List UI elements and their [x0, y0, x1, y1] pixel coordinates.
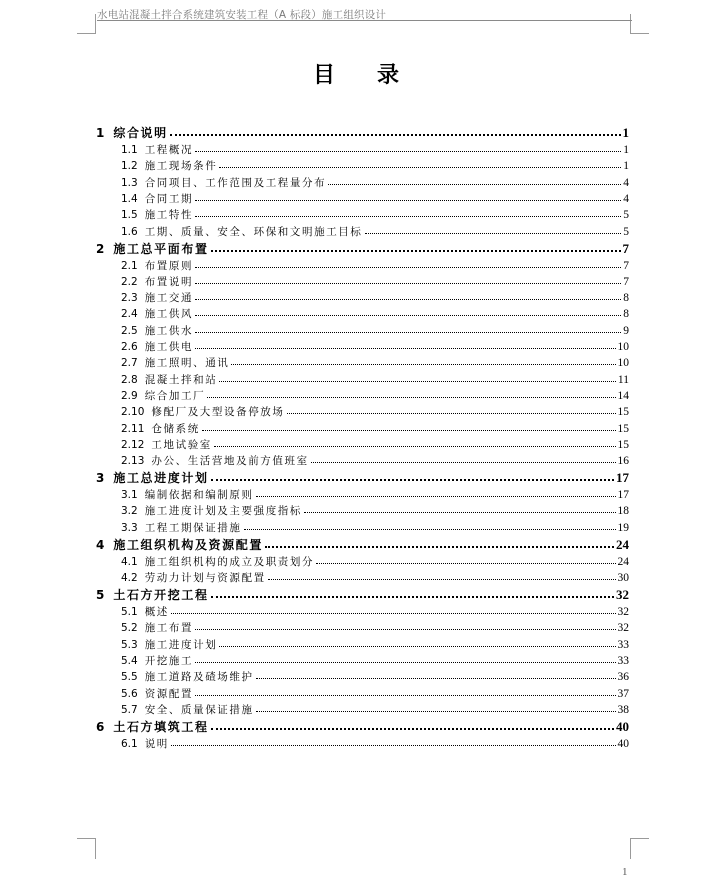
toc-entry-label: 合同项目、工作范围及工程量分布: [144, 176, 327, 189]
toc-entry-page: 32: [617, 622, 629, 635]
toc-entry-number: 5: [96, 588, 105, 602]
toc-entry-page: 15: [617, 422, 629, 435]
toc-leader-dots: [195, 200, 621, 201]
toc-leader-dots: [195, 283, 621, 284]
toc-section-entry[interactable]: [121, 372, 629, 387]
toc-section-entry[interactable]: [121, 503, 629, 518]
toc-section-entry[interactable]: [121, 207, 629, 222]
toc-entry-number: 1: [96, 126, 105, 140]
toc-leader-dots: [316, 563, 615, 564]
toc-section-entry[interactable]: [121, 653, 629, 668]
toc-leader-dots: [244, 529, 616, 530]
toc-leader-dots: [256, 711, 616, 712]
toc-section-entry[interactable]: [121, 175, 629, 190]
toc-leader-dots: [211, 250, 621, 252]
toc-leader-dots: [214, 446, 616, 447]
toc-entry-page: 17: [616, 470, 629, 486]
toc-leader-dots: [328, 184, 621, 185]
toc-entry-page: 7: [623, 275, 629, 288]
toc-leader-dots: [219, 381, 616, 382]
toc-entry-page: 5: [623, 209, 629, 222]
toc-entry-page: 1: [622, 125, 629, 140]
toc-entry-page: 19: [617, 521, 629, 534]
toc-section-entry[interactable]: [121, 323, 629, 338]
toc-entry-number: 3.1: [121, 489, 138, 502]
toc-section-entry[interactable]: [121, 274, 629, 289]
toc-entry-page: 9: [623, 324, 629, 337]
toc-chapter-entry[interactable]: [96, 469, 629, 486]
toc-entry-label: 施工道路及碴场维护: [144, 671, 254, 684]
toc-leader-dots: [265, 546, 614, 548]
toc-section-entry[interactable]: [121, 637, 629, 652]
toc-leader-dots: [268, 579, 616, 580]
toc-entry-label: 施工交通: [144, 292, 194, 305]
toc-entry-number: 1.1: [121, 144, 138, 156]
toc-entry-page: 32: [617, 606, 629, 618]
toc-entry-number: 4.2: [121, 572, 138, 584]
running-header: 水电站混凝土拌合系统建筑安装工程（A 标段）施工组织设计: [97, 9, 387, 21]
toc-section-entry[interactable]: [121, 142, 629, 157]
toc-section-entry[interactable]: [121, 520, 629, 535]
toc-leader-dots: [170, 134, 621, 136]
toc-section-entry[interactable]: [121, 487, 629, 502]
toc-chapter-entry[interactable]: [96, 124, 629, 141]
toc-entry-number: 5.7: [121, 703, 138, 716]
toc-entry-number: 2.7: [121, 357, 138, 370]
toc-entry-number: 2.1: [121, 259, 138, 272]
toc-entry-label: 施工总平面布置: [113, 241, 209, 256]
toc-entry-number: 2.8: [121, 373, 138, 386]
toc-entry-label: 施工供电: [144, 341, 194, 353]
toc-entry-number: 5.4: [121, 654, 138, 667]
toc-entry-label: 施工进度计划及主要强度指标: [144, 505, 303, 518]
toc-section-entry[interactable]: [121, 570, 629, 585]
toc-entry-label: 综合加工厂: [144, 389, 206, 402]
toc-chapter-entry[interactable]: [96, 718, 629, 735]
toc-entry-number: 2.5: [121, 324, 138, 337]
toc-entry-number: 5.5: [121, 671, 138, 684]
crop-mark-top-left: [77, 14, 96, 34]
toc-entry-number: 4: [96, 537, 105, 552]
toc-entry-number: 6.1: [121, 737, 138, 750]
toc-section-entry[interactable]: [121, 554, 629, 569]
toc-title: 目录: [312, 62, 441, 88]
toc-entry-page: 1: [623, 144, 629, 156]
toc-leader-dots: [287, 413, 616, 414]
toc-entry-page: 7: [622, 240, 629, 256]
header-rule: [97, 20, 632, 21]
toc-entry-label: 工地试验室: [151, 438, 212, 451]
toc-entry-number: 5.1: [121, 606, 138, 618]
toc-entry-page: 36: [617, 671, 629, 684]
toc-entry-label: 布置原则: [144, 259, 194, 272]
toc-entry-number: 2.12: [121, 438, 145, 451]
toc-leader-dots: [207, 397, 615, 398]
toc-entry-page: 15: [617, 406, 629, 419]
toc-entry-page: 40: [617, 737, 629, 750]
toc-entry-label: 施工供水: [144, 324, 194, 337]
toc-section-entry[interactable]: [121, 388, 629, 403]
toc-section-entry[interactable]: [121, 736, 629, 751]
toc-entry-number: 2.10: [121, 406, 145, 419]
toc-leader-dots: [211, 596, 614, 598]
toc-entry-page: 14: [617, 389, 629, 402]
toc-section-entry[interactable]: [121, 404, 629, 419]
toc-entry-number: 2: [96, 241, 105, 256]
toc-leader-dots: [195, 629, 615, 630]
toc-leader-dots: [211, 728, 614, 730]
toc-section-entry[interactable]: [121, 604, 629, 619]
toc-section-entry[interactable]: [121, 224, 629, 239]
toc-leader-dots: [195, 315, 621, 316]
toc-entry-label: 施工总进度计划: [113, 471, 209, 486]
toc-entry-label: 开挖施工: [144, 654, 194, 667]
toc-section-entry[interactable]: [121, 421, 629, 436]
toc-entry-label: 综合说明: [113, 126, 168, 140]
toc-entry-label: 施工现场条件: [144, 160, 218, 173]
toc-leader-dots: [202, 430, 616, 431]
crop-mark-bottom-left: [77, 838, 96, 859]
toc-entry-page: 10: [617, 357, 629, 370]
toc-leader-dots: [365, 233, 622, 234]
toc-entry-page: 8: [623, 292, 629, 305]
toc-entry-label: 劳动力计划与资源配置: [144, 572, 266, 584]
toc-leader-dots: [231, 364, 615, 365]
page-number: 1: [622, 866, 628, 878]
toc-entry-number: 1.4: [121, 192, 138, 205]
toc-entry-number: 1.5: [121, 209, 138, 222]
toc-entry-page: 24: [616, 536, 629, 552]
toc-entry-page: 17: [617, 489, 629, 502]
toc-entry-label: 施工照明、通讯: [144, 357, 230, 370]
toc-leader-dots: [311, 462, 616, 463]
toc-section-entry[interactable]: [121, 290, 629, 305]
toc-entry-label: 修配厂及大型设备停放场: [151, 406, 285, 419]
toc-entry-label: 土石方开挖工程: [113, 588, 209, 602]
toc-entry-label: 编制依据和编制原则: [144, 489, 254, 502]
toc-chapter-entry[interactable]: [96, 536, 629, 553]
toc-leader-dots: [171, 613, 616, 614]
toc-entry-label: 施工特性: [144, 209, 194, 222]
toc-entry-page: 11: [617, 373, 629, 386]
toc-entry-page: 40: [616, 718, 629, 734]
toc-entry-label: 工程概况: [144, 144, 194, 156]
toc-leader-dots: [195, 695, 615, 696]
toc-section-entry[interactable]: [121, 669, 629, 684]
toc-leader-dots: [195, 216, 621, 217]
toc-entry-label: 仓储系统: [151, 422, 200, 435]
toc-entry-page: 30: [617, 572, 629, 584]
toc-entry-number: 2.3: [121, 292, 138, 305]
toc-entry-page: 4: [623, 192, 629, 205]
toc-entry-page: 18: [617, 505, 629, 518]
toc-entry-page: 33: [617, 638, 629, 651]
toc-leader-dots: [195, 299, 621, 300]
toc-entry-number: 5.3: [121, 638, 138, 651]
toc-entry-label: 工期、质量、安全、环保和文明施工目标: [144, 225, 363, 238]
toc-entry-page: 38: [617, 703, 629, 716]
toc-entry-label: 合同工期: [144, 192, 194, 205]
toc-entry-page: 1: [623, 160, 629, 173]
toc-entry-number: 2.6: [121, 341, 138, 353]
toc-leader-dots: [304, 512, 615, 513]
toc-entry-label: 资源配置: [144, 687, 194, 700]
toc-entry-label: 施工组织机构及资源配置: [113, 537, 263, 552]
toc-entry-page: 32: [616, 587, 629, 602]
toc-entry-number: 4.1: [121, 555, 138, 568]
toc-entry-label: 工程工期保证措施: [144, 521, 242, 534]
toc-entry-number: 2.9: [121, 389, 138, 402]
toc-chapter-entry[interactable]: [96, 240, 629, 257]
toc-entry-number: 5.2: [121, 622, 138, 635]
toc-leader-dots: [195, 151, 621, 152]
toc-entry-number: 6: [96, 719, 105, 734]
toc-entry-label: 布置说明: [144, 275, 194, 288]
toc-leader-dots: [171, 745, 616, 746]
crop-mark-top-right: [630, 14, 649, 34]
toc-entry-number: 1.3: [121, 176, 138, 189]
toc-section-entry[interactable]: [121, 686, 629, 701]
toc-entry-label: 办公、生活营地及前方值班室: [151, 455, 309, 468]
toc-entry-label: 概述: [144, 606, 169, 618]
toc-section-entry[interactable]: [121, 158, 629, 173]
toc-entry-label: 施工组织机构的成立及职责划分: [144, 555, 315, 568]
toc-leader-dots: [256, 496, 616, 497]
toc-entry-number: 2.2: [121, 275, 138, 288]
toc-entry-label: 安全、质量保证措施: [144, 703, 254, 716]
toc-entry-label: 施工进度计划: [144, 638, 218, 651]
toc-leader-dots: [195, 332, 621, 333]
toc-section-entry[interactable]: [121, 620, 629, 635]
toc-entry-page: 4: [623, 176, 629, 189]
toc-entry-page: 7: [623, 259, 629, 272]
toc-section-entry[interactable]: [121, 437, 629, 452]
toc-section-entry[interactable]: [121, 258, 629, 273]
toc-entry-label: 混凝土拌和站: [144, 373, 218, 386]
toc-entry-number: 2.11: [121, 422, 145, 435]
toc-entry-label: 施工布置: [144, 622, 194, 635]
toc-entry-page: 10: [617, 341, 629, 353]
toc-leader-dots: [256, 678, 616, 679]
toc-leader-dots: [219, 167, 621, 168]
toc-entry-number: 5.6: [121, 687, 138, 700]
toc-entry-label: 施工供风: [144, 308, 194, 321]
toc-section-entry[interactable]: [121, 191, 629, 206]
toc-entry-page: 37: [617, 687, 629, 700]
toc-section-entry[interactable]: [121, 339, 629, 354]
toc-entry-number: 1.2: [121, 160, 138, 173]
toc-entry-page: 8: [623, 308, 629, 321]
toc-section-entry[interactable]: [121, 355, 629, 370]
toc-leader-dots: [195, 662, 615, 663]
toc-entry-page: 24: [617, 555, 629, 568]
toc-leader-dots: [219, 646, 615, 647]
toc-section-entry[interactable]: [121, 702, 629, 717]
toc-entry-number: 3.3: [121, 521, 138, 534]
toc-entry-number: 3: [96, 471, 105, 486]
toc-leader-dots: [195, 348, 615, 349]
toc-section-entry[interactable]: [121, 453, 629, 468]
toc-entry-number: 3.2: [121, 505, 138, 518]
toc-entry-page: 15: [617, 438, 629, 451]
toc-leader-dots: [211, 479, 614, 481]
toc-entry-page: 33: [617, 654, 629, 667]
toc-chapter-entry[interactable]: [96, 586, 629, 603]
toc-section-entry[interactable]: [121, 306, 629, 321]
toc-entry-label: 土石方填筑工程: [113, 719, 209, 734]
toc-entry-number: 1.6: [121, 225, 138, 238]
toc-leader-dots: [195, 267, 621, 268]
toc-entry-number: 2.4: [121, 308, 138, 321]
toc-entry-label: 说明: [144, 737, 169, 750]
toc-entry-page: 5: [623, 225, 629, 238]
crop-mark-bottom-right: [630, 838, 649, 859]
toc-entry-page: 16: [617, 455, 629, 468]
toc-entry-number: 2.13: [121, 455, 145, 468]
